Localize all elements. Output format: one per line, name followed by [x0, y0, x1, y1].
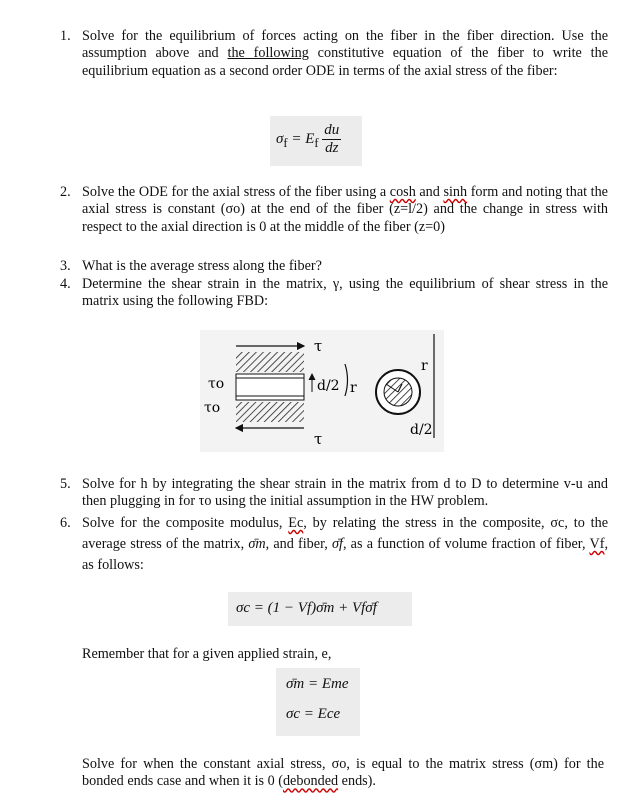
question-1 — [60, 28, 608, 98]
spellcheck-word: debonded — [282, 773, 339, 790]
tau-o-label-1: τo — [208, 376, 225, 392]
tau-o-label-2: τo — [204, 400, 221, 416]
question-text: What is the average stress along the fiber? — [82, 258, 322, 274]
free-body-diagram — [200, 330, 444, 452]
spellcheck-word: sinh — [443, 184, 468, 200]
d-half-label: d/2 — [317, 378, 340, 394]
spellcheck-word: cosh — [389, 184, 416, 200]
derivative-fraction: $\frac{du}{dz}$ — [324, 122, 340, 156]
question-4 — [60, 276, 608, 312]
question-text: Solve for the equilibrium of forces acting on the fiber in the fiber direction. Use the assumption above and the following constitutive equation of the fiber to write the equilibrium equation as a second order ODE in terms of the axial stress of the fiber: — [82, 28, 608, 79]
question-text: Solve for h by integrating the shear strain in the matrix from d to D to determine v-u and then plugging in for τo using the initial assumption in the HW problem. — [82, 476, 608, 510]
question-5 — [60, 476, 608, 512]
final-question: Solve for when the constant axial stress, σo, is equal to the matrix stress (σm) for the bonded ends case and when it is 0 (debonded ends). — [82, 756, 604, 790]
question-number: 1. — [60, 28, 71, 44]
question-text: Solve for the composite modulus, Ec, by relating the stress in the composite, σc, to the average stress of the matrix, σ̄m, and fiber, σ̄f, as a function of volume fraction of fiber, Vf, as follows: — [82, 515, 608, 573]
equation-3-line-1: σ̄m = Eme — [286, 676, 349, 692]
question-6 — [60, 513, 608, 573]
matrix-layer-top — [236, 352, 304, 372]
equation-3-line-2: σc = Ece — [286, 706, 341, 722]
r-circle-label: r — [421, 358, 428, 374]
question-text: Solve the ODE for the axial stress of the fiber using a cosh and sinh form and noting that the axial stress is constant (σo) at the end of the fiber (z=l/2) and the change in stress with respect to the axial direction is 0 at the middle of the fiber (z=0) — [82, 184, 608, 235]
spellcheck-word: Vf — [589, 536, 605, 552]
tau-bottom-label: τ — [314, 430, 323, 448]
question-2 — [60, 184, 608, 256]
tau-top-label: τ — [314, 337, 323, 355]
question-text: Determine the shear strain in the matrix, γ, using the equilibrium of shear stress in the matrix using the following FBD: — [82, 276, 608, 310]
question-number: 6. — [60, 515, 71, 531]
question-number: 3. — [60, 258, 71, 274]
question-number: 2. — [60, 184, 71, 200]
question-3 — [60, 258, 608, 276]
question-number: 4. — [60, 276, 71, 292]
underlined-phrase: the following — [227, 45, 309, 62]
spellcheck-word: Ec — [288, 515, 304, 531]
equation-1: $\sigma_f = E_f$ $\frac{du}{dz}$ — [276, 122, 340, 156]
d-half-circle-label: d/2 — [410, 422, 433, 438]
remember-line: Remember that for a given applied strain, e, — [82, 646, 332, 662]
matrix-layer-bottom — [236, 402, 304, 422]
question-number: 5. — [60, 476, 71, 492]
equation-2: σc = (1 − Vf)σ̄m + Vfσ̄f — [236, 600, 377, 616]
r-inline-label: r — [350, 380, 357, 396]
